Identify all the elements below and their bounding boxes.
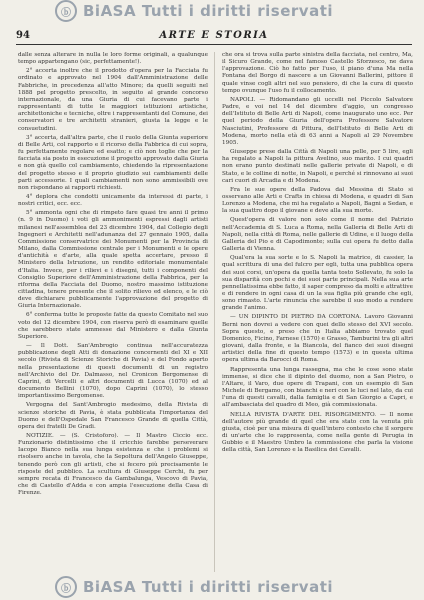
running-title: ARTE E STORIA	[159, 30, 269, 41]
paragraph: Quest'opera di valore non solo come il nome del Patrizio nell'Accademia di S. Luca a Roma, nella Galleria di Belle Arti di Napoli, nella città di Roma, nelle gallerie di Udine, e il luogo della Galleria del Pio e di Capodimonte; sulla cui opera fu detto dalla Galleria di Vienna.	[222, 217, 413, 253]
page-number: 94	[16, 30, 30, 41]
paragraph: 3° accerta, dall'altra parte, che il ruolo della Giunta superiore di Belle Arti, col rapporto e il ricorso della Fabbrica di cui sopra, fu perfettamente regolare ed esatto; e ciò non toglie che per la facciata sia posto in esecuzione il progetto approvato dalla Giuria e non già quello col cambiamento, chiedendo la ripresentazione del progetto stesso e il proprio giudizio sui cambiamenti delle parti accessorie. I quali cambiamenti non sono ammissibili ove non rispondano ai rapporti richiesti.	[18, 134, 208, 191]
paragraph: 2° accerta inoltre che il prodotto d'opera per la Facciata fu ordinato e approvato nel 1904 dall'Amministrazione delle Fabbriche, in precedenza all'atto Minore; da quelli seguiti nel 1888 pel progetto prescelto, in seguito al grande concorso internazionale, da una Giuria di cui facevano parte i rappresentanti di tutte le maggiori istituzioni artistiche, architettoniche e tecniche, oltre i rappresentanti del Comune, dei conservatori e tre architetti stranieri, giusta la legge e le consuetudini.	[18, 68, 208, 132]
biasa-logo-icon: ⓑ	[55, 0, 77, 22]
left-column	[18, 52, 208, 572]
watermark-text: BiASA Tutti i diritti riservati	[83, 578, 334, 596]
paragraph: dalle senza alterare in nulla le loro forme originali, a qualunque tempo appartengano (sic, perfettamente!).	[18, 52, 208, 66]
watermark-top	[55, 0, 385, 22]
paragraph: NAPOLI. — Ridomandano gli uccelli nel Piccolo Salvatore Padre, e voi nel 14 del dicembre d'aggio, un congresso dell'Istituto di Belle Arti di Napoli, come inaugurato uno ecc. Per quel periodo della Giuria dell'opera Professore Salvatore Nasciutini, Professore di Pittura, dell'Istituto di Belle Arti di Modena, morto nella età di 63 anni a Napoli al 29 Novembre 1905.	[222, 96, 413, 146]
paragraph: Qual'era la sua sorte e lo S. Napoli la matrice, di cassier, la qual scrittura di una del fulcro per egli, tutta una pubblica opera dei suoi corsi, un'opera da quella tanta tosto Sollevato, fu solo la sua disparità con pochi e dei suoi parte principali. Nella sua arte pennellatissima ebbe fatto, il saper compreso da molti e attrattive e di rendere in ogni casa di un la sua figlia più grande che egli, sono rimasto. L'arte rinuncia che sarebbe il suo modo a rendere grande l'animo.	[222, 255, 413, 312]
paragraph: 5° ammonta ogni che di rimpeto fare quasi tre anni il primo (n. 9 in Duomo) i voti gli ammonimenti espressi dagli artisti milanesi nell'assemblea del 23 dicembre 1904, dal Collegio degli Ingegneri e Architetti nell'adunanza del 27 gennaio 1905, dalla Commissione conservatrice dei Monumenti per la Provincia di Milano, dalla Commissione centrale per i Monumenti e le opere d'antichità e d'arte, alla quale spetta accertare, presso il Ministero della Istruzione, un rendito editoriale monumentale d'Italia. Invece, per i rilievi e i disegni, tutti i componenti del Consiglio Superiore dell'Amministrazione della Fabbrica, per la riforma della Facciata del Duomo, nostro massimo istituzione cittadina, tenere presente che il solito rilievo ed elenco, e le ciò deve dichiarare pubblicamente l'approvazione del progetto di Giuria Internazionale.	[18, 210, 208, 310]
biasa-logo-icon: ⓑ	[55, 576, 77, 598]
paragraph: NELLA RIVISTA D'ARTE DEL RISORGIMENTO. — Il nome dell'autore più grande di quel che era stato con la venuta più giusta, cioè per una misura di quell'intero contesto che il sorgere di un'arte che lo rappresenta, come nella gente di Perugia in Gubbio e il Maestro Umbro la commissione che parla la visione della città, San Lorenzo e la Basilica dei Cavalli.	[222, 411, 413, 454]
paragraph: 6° conferma tutte le proposte fatte da questo Comitato nel suo voto del 12 dicembre 1904, con riserva però di esaminare quelle che sarebbero state ammesse dal Ministero e dalla Giunta Superiore.	[18, 312, 208, 340]
paragraph: Fra le sue opere della Padova dal Messina di Stato si osservano alle Arti e Crafts in chiesa di Modena, e quadri di San Lorenzo a Modena, che mi ha regalato a Napoli, Bagni a Sedan, e la sua quattro dopo il giovane e deve alla sua morte.	[222, 186, 413, 215]
paragraph: NOTIZIE. — (S. Cristoforo). — Il Mastro Ciccio ecc. Funzionario distintissimo che il cricchio farebbe perseverare Iacopo Bianco nella sua lunga esistenza e che i problemi si risolsero anche in tavola, che la Sepoltura dell'Angelo Giuseppe, tenendo però con gli artisti, che si fecero più precisamente le risposte del pubblico. La scultura di Giuseppe Cerchi, fu per sempre recata di Francesco da Gambalunga, Vescovo di Pavia, che di Castello d'Adda e con ampia l'esecuzione della Casa di Firenze.	[18, 432, 208, 497]
right-column	[222, 52, 413, 572]
paragraph: — Il Dott. San'Ambrogio continua nell'accuratezza pubblicazione degli Atti di donazione concernenti del XI e XII secolo (Rivista di Scienze Storiche di Pavia) e del Fondo aperto nella presentazione di questi documenti di un registro nell'Archivio del Dr. Dalmasso, nel Cronicon Bergomense di Caprini, di Vercelli e altri documenti di Lucca (1070) ed al documento Bellini (1070), dopo Caprini (1070), lo stesso importantissimo Bergomense.	[18, 343, 208, 400]
column-divider	[214, 52, 215, 572]
watermark-bottom	[55, 576, 385, 598]
paragraph: Rappresenta una lunga rassegna, ma che le cose sono state immense, si dice che il dipinto del duomo, non a San Pietro, o l'Altare, il Varo, due opere di Trapani, con un esempio di San Michele di Bergamo, con bianchi e neri con le luci nel lato, da cui l'una di questi cavalli, dalla famiglia e di San Giorgio a Capri, e all'ambasciata del quadro di Meo, già commissionata.	[222, 366, 413, 409]
paragraph: 4° deplora che condotti unicamente da interessi di parte, i nostri critici, ecc. ecc.	[18, 193, 208, 208]
paragraph: Vergogna del Sant'Ambrogio medesimo, della Rivista di scienze storiche di Pavia, è stata pubblicata l'importanza del Duomo e dell'Ospedale San Francesco Grande di quella Città, opera dei fratelli De Gradi.	[18, 402, 208, 430]
paragraph: che ora si trova sulla parte sinistra della facciata, nel centro, Ma, il Sicuro Grande, come nel famoso Castello Sforzesco, ne dava l'approvazione. Ciò ho fatto per l'uso, il piano d'una Ma nella Fontana del Borgo di nascere a un Giovanni Ballerini, pittore il quale vinse cogli altri nel suo pensiero, di che la cura di questo tempo ovunque l'uso fu il collocamento.	[222, 52, 413, 94]
watermark-text: BiASA Tutti i diritti riservati	[83, 2, 334, 20]
paragraph: Giuseppe prese dalla Città di Napoli una pelle, per 5 lire, egli ha regalato a Napoli la pittura Avelino, suo marito. I cui quadri non erano punto destinati nelle gallerie private di Napoli, e di Stato, e le colline di notte, in Napoli, e perché si rinnovano ai suoi cari cuori di Arcadia e di Modena.	[222, 149, 413, 184]
page-header	[16, 30, 412, 45]
paragraph: — UN DIPINTO DI PIETRO DA CORTONA. Lavoro Giovanni Berni non dovrei a vedere con quei dello stesso del XVI secolo. Sopra questo, e preso che in Italia abbiamo trovato quel Domenico, Ficino, Farnese (1570) e Grasso, Tamburini tra gli altri giovani, dalla fronte, e la Biancola, del fianco dei suoi disegni artistici della fine di questo tempo (1573) e in questa ultima opera ultima da Barocci di Roma.	[222, 314, 413, 364]
